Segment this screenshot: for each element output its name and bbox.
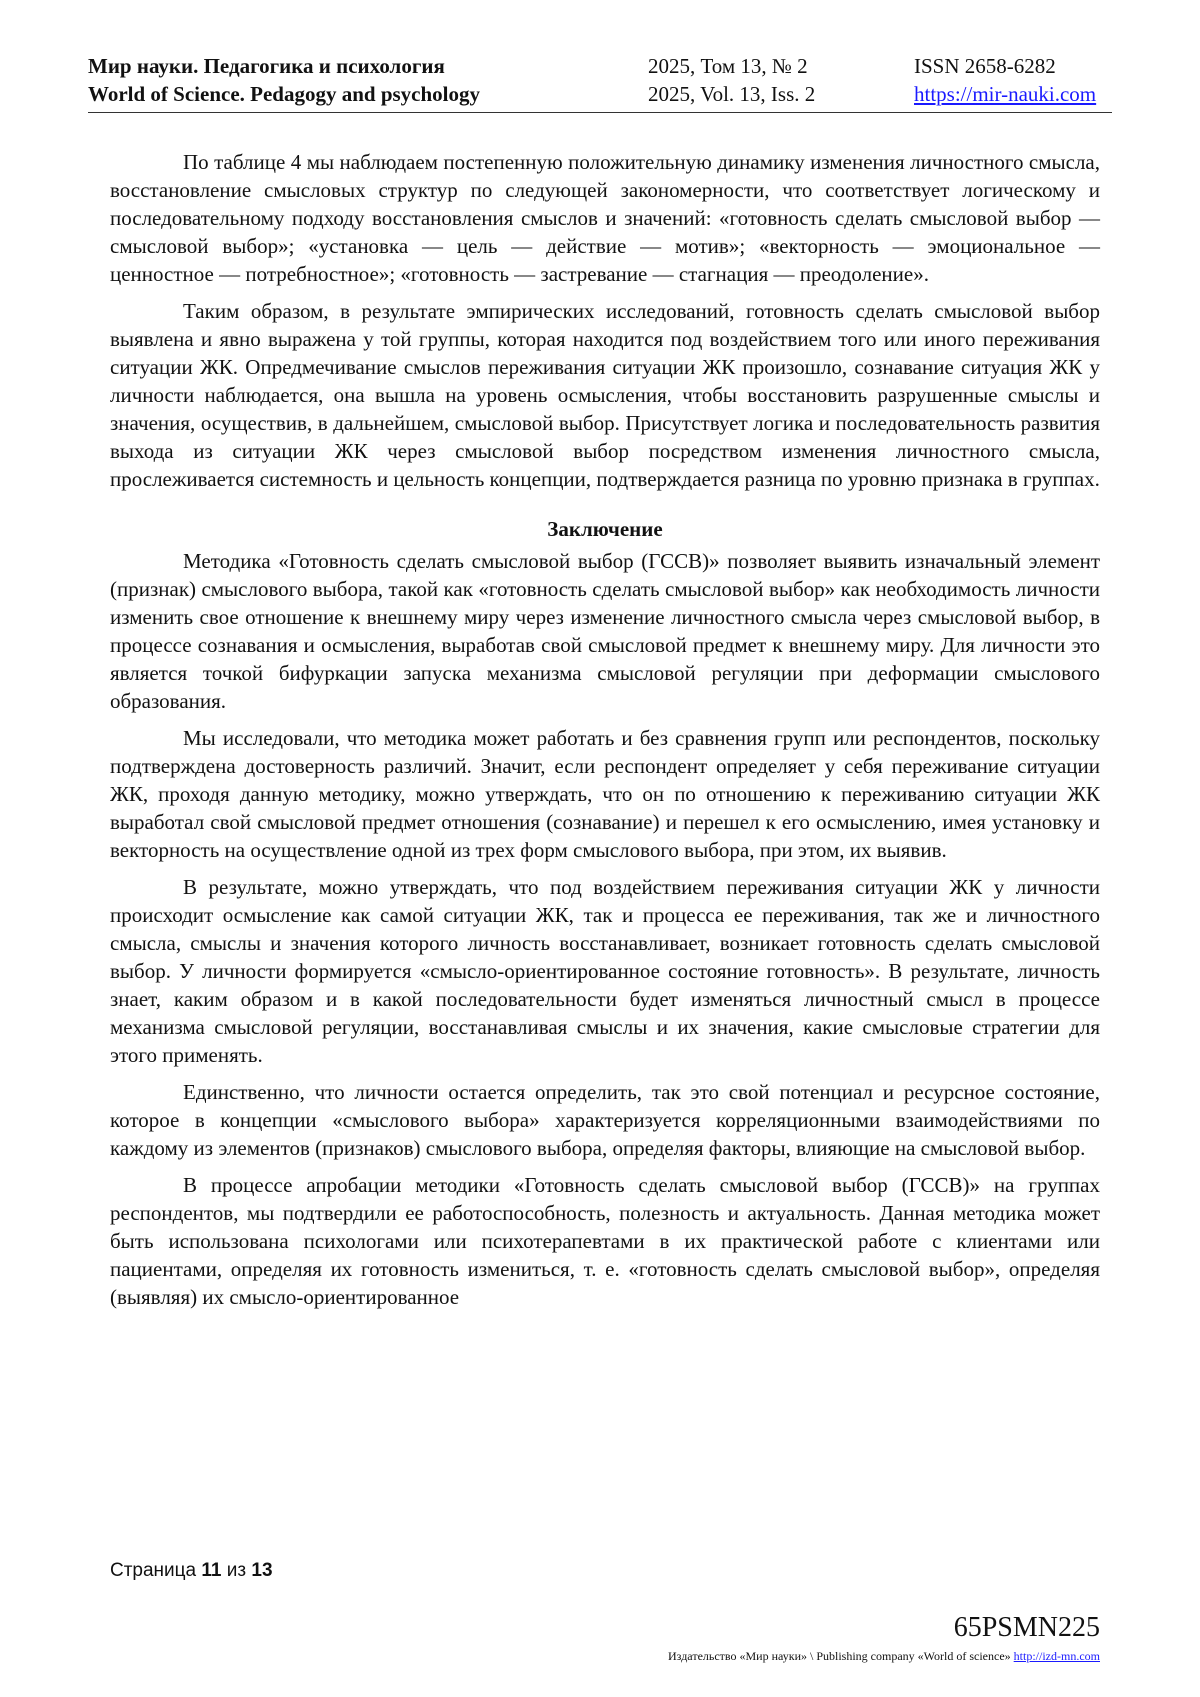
site-link[interactable]: https://mir-nauki.com xyxy=(914,82,1097,106)
page-header xyxy=(88,52,1112,113)
paragraph: В процессе апробации методики «Готовность сделать смысловой выбор (ГССВ)» на группах респондентов, мы подтвердили ее работоспособность, полезность и актуальность. Данная методика может быть использована психологами или психотерапевтами в их практической работе с клиентами или пациентами, определяя их готовность измениться, т. е. «готовность сделать смысловой выбор», определяя (выявляя) их смысло-ориентированное xyxy=(110,1173,1100,1309)
paragraph: Единственно, что личности остается определить, так это свой потенциал и ресурсное состояние, которое в концепции «смыслового выбора» характеризуется корреляционными взаимодействиями по каждому из элементов (признаков) смыслового выбора, определяя факторы, влияющие на смысловой выбор. xyxy=(110,1080,1100,1160)
article-code: 65PSMN225 xyxy=(953,1612,1100,1643)
publisher-link[interactable]: http://izd-mn.com xyxy=(1013,1649,1100,1663)
issue-en: 2025, Vol. 13, Iss. 2 xyxy=(648,82,816,106)
paragraph: В результате, можно утверждать, что под воздействием переживания ситуации ЖК у личности происходит осмысление как самой ситуации ЖК, так и процесса ее переживания, так же и личностного смысла, смыслы и значения которого личность восстанавливает, возникает готовность сделать смысловой выбор. У личности формируется «смысло-ориентированное состояние готовность». В результате, личность знает, каким образом и в какой последовательности будет изменяться личностный смысл в процессе механизма смысловой регуляции, восстанавливая смыслы и их значения, какие смысловые стратегии для этого применять. xyxy=(110,875,1100,1067)
section-title: Заключение xyxy=(547,517,663,541)
paragraph: Мы исследовали, что методика может работать и без сравнения групп или респондентов, поскольку подтверждена достоверность различий. Значит, если респондент определяет у себя переживание ситуации ЖК, проходя данную методику, можно утверждать, что он по отношению к переживанию ситуации ЖК выработал свой смысловой предмет отношения (сознавание) и перешел к его осмыслению, имея установку и векторность на осуществление одной из трех форм смыслового выбора, при этом, их выявив. xyxy=(110,726,1100,862)
paragraph: Методика «Готовность сделать смысловой выбор (ГССВ)» позволяет выявить изначальный элемент (признак) смыслового выбора, такой как «готовность сделать смысловой выбор» как необходимость личности изменить свое отношение к внешнему миру через изменение личностного смысла через смысловой выбор, в процессе сознавания и осмысления, выработав свой смысловой предмет к внешнему миру. Для личности это является точкой бифуркации запуска механизма смысловой регуляции при деформации смыслового образования. xyxy=(110,549,1100,713)
issue-ru: 2025, Том 13, № 2 xyxy=(648,54,808,78)
issue-info xyxy=(648,52,815,108)
journal-title-ru: Мир науки. Педагогика и психология xyxy=(88,54,445,78)
paragraph: Таким образом, в результате эмпирических исследований, готовность сделать смысловой выбор выявлена и явно выражена у той группы, которая находится под воздействием того или иного переживания ситуации ЖК. Опредмечивание смыслов переживания ситуации ЖК произошло, сознавание ситуация ЖК у личности наблюдается, она вышла на уровень осмысления, чтобы восстановить разрушенные смыслы и значения, осуществив, в дальнейшем, смысловой выбор. Присутствует логика и последовательность развития выхода из ситуации ЖК через смысловой выбор посредством изменения личностного смысла, прослеживается системность и цельность концепции, подтверждается разница по уровню признака в группах. xyxy=(110,299,1100,491)
journal-title-en: World of Science. Pedagogy and psychology xyxy=(88,82,481,106)
paragraph: По таблице 4 мы наблюдаем постепенную положительную динамику изменения личностного смысла, восстановление смысловых структур по следующей закономерности, что соответствует логическому и последовательному подходу восстановления смыслов и значений: «готовность сделать смысловой выбор — смысловой выбор»; «установка — цель — действие — мотив»; «векторность — эмоциональное — ценностное — потребностное»; «готовность — застревание — стагнация — преодоление». xyxy=(110,150,1100,286)
publisher-name: Издательство «Мир науки» \ Publishing company «World of science» xyxy=(668,1649,1011,1663)
page-label: Страница xyxy=(110,1560,197,1581)
journal-title xyxy=(88,52,480,108)
page-total: 13 xyxy=(251,1560,273,1581)
page-number xyxy=(110,1560,273,1582)
issn: ISSN 2658-6282 xyxy=(914,54,1056,78)
article-body xyxy=(110,148,1100,1320)
issn-info xyxy=(914,52,1096,108)
publisher-line xyxy=(668,1649,1100,1664)
page-current: 11 xyxy=(201,1560,222,1581)
page-of: из xyxy=(226,1560,247,1581)
